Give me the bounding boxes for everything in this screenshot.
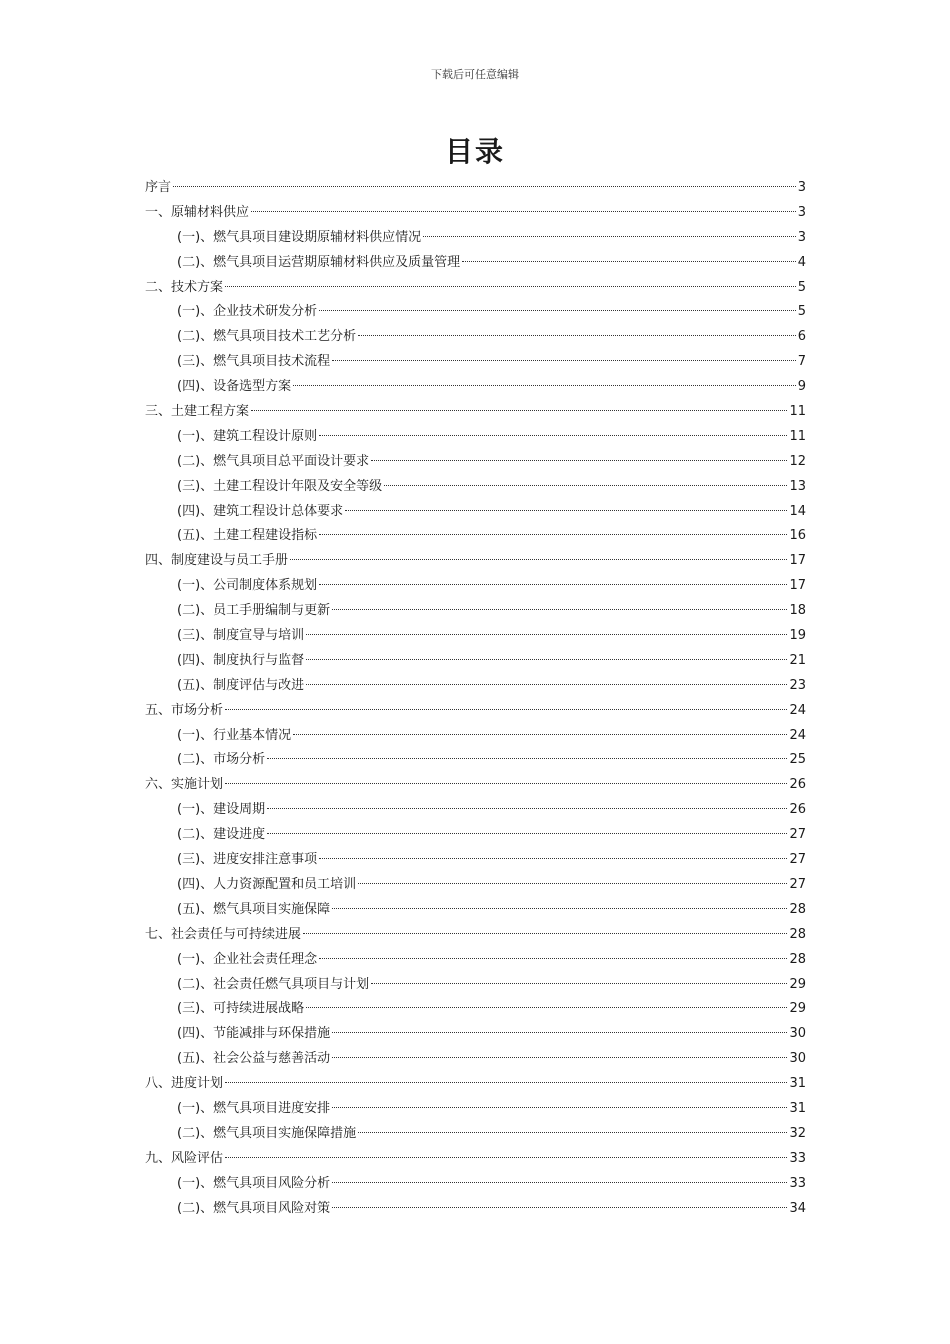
toc-entry-page-number: 29 [789,976,806,992]
toc-dot-leader [423,236,796,237]
toc-entry-label: (四)、建筑工程设计总体要求 [177,503,344,519]
toc-dot-leader [293,385,796,386]
toc-entry[interactable] [145,724,806,749]
toc-entry-page-number: 24 [789,702,806,718]
toc-entry[interactable] [145,549,806,574]
toc-entry-label: (二)、社会责任燃气具项目与计划 [177,976,370,992]
toc-dot-leader [332,1182,787,1183]
toc-entry-label: (二)、燃气具项目总平面设计要求 [177,453,370,469]
toc-entry-page-number: 12 [789,453,806,469]
toc-entry-page-number: 6 [797,329,806,345]
toc-entry[interactable] [145,748,806,773]
toc-dot-leader [384,485,787,486]
toc-entry[interactable] [145,1047,806,1072]
toc-entry-label: 二、技术方案 [145,279,224,295]
toc-dot-leader [267,758,787,759]
toc-entry-page-number: 24 [789,727,806,743]
toc-entry-label: (四)、制度执行与监督 [177,652,305,668]
toc-dot-leader [225,1082,787,1083]
toc-entry[interactable] [145,699,806,724]
toc-dot-leader [332,1032,787,1033]
toc-dot-leader [319,858,787,859]
toc-entry-page-number: 9 [797,379,806,395]
toc-entry-page-number: 31 [789,1076,806,1092]
toc-entry-label: (三)、燃气具项目技术流程 [177,354,331,370]
toc-entry-page-number: 30 [789,1026,806,1042]
toc-dot-leader [358,1132,787,1133]
toc-dot-leader [290,559,787,560]
toc-entry-label: (三)、制度宣导与培训 [177,628,305,644]
toc-dot-leader [225,783,787,784]
toc-entry[interactable] [145,649,806,674]
toc-entry-label: (五)、制度评估与改进 [177,677,305,693]
toc-entry[interactable] [145,898,806,923]
toc-entry-page-number: 13 [789,478,806,494]
toc-entry[interactable] [145,300,806,325]
toc-dot-leader [225,709,787,710]
toc-entry-page-number: 5 [797,304,806,320]
toc-entry[interactable] [145,201,806,226]
toc-dot-leader [251,410,787,411]
toc-entry[interactable] [145,948,806,973]
toc-title: 目录 [444,135,505,168]
toc-entry-page-number: 33 [789,1150,806,1166]
toc-entry-page-number: 17 [789,578,806,594]
toc-entry-label: (一)、建设周期 [177,802,266,818]
toc-dot-leader [332,609,787,610]
toc-entry-page-number: 3 [797,180,806,195]
toc-entry-label: (二)、建设进度 [177,827,266,843]
toc-entry[interactable] [145,325,806,350]
toc-dot-leader [319,310,796,311]
toc-entry-page-number: 32 [789,1125,806,1141]
toc-entry[interactable] [145,1172,806,1197]
toc-entry[interactable] [145,674,806,699]
toc-dot-leader [371,460,787,461]
toc-entry-page-number: 25 [789,752,806,768]
toc-dot-leader [332,1057,787,1058]
toc-dot-leader [293,734,787,735]
toc-entry-page-number: 28 [789,926,806,942]
toc-entry[interactable] [145,823,806,848]
toc-dot-leader [306,659,787,660]
toc-entry-page-number: 33 [789,1175,806,1191]
toc-entry-page-number: 18 [789,603,806,619]
toc-dot-leader [306,1007,787,1008]
toc-dot-leader [332,908,787,909]
toc-entry-page-number: 14 [789,503,806,519]
toc-dot-leader [332,1107,787,1108]
toc-entry-page-number: 34 [789,1200,806,1216]
toc-entry[interactable] [145,425,806,450]
toc-entry[interactable] [145,848,806,873]
toc-entry[interactable] [145,1122,806,1147]
toc-entry[interactable] [145,450,806,475]
toc-entry-page-number: 29 [789,1001,806,1017]
toc-entry[interactable] [145,923,806,948]
toc-entry-label: (五)、燃气具项目实施保障 [177,901,331,917]
toc-entry-label: 一、原辅材料供应 [145,204,250,220]
toc-entry[interactable] [145,599,806,624]
toc-entry[interactable] [145,873,806,898]
toc-entry[interactable] [145,574,806,599]
toc-dot-leader [358,883,787,884]
toc-entry-label: (一)、公司制度体系规划 [177,578,318,594]
toc-dot-leader [306,684,787,685]
toc-entry-label: (二)、员工手册编制与更新 [177,603,331,619]
toc-entry-label: (二)、燃气具项目风险对策 [177,1200,331,1216]
toc-entry[interactable] [145,1147,806,1172]
toc-dot-leader [251,211,796,212]
toc-entry-label: (四)、节能减排与环保措施 [177,1026,331,1042]
toc-list [145,176,806,1221]
toc-entry[interactable] [145,276,806,301]
toc-entry-page-number: 3 [797,229,806,245]
toc-entry-page-number: 3 [797,204,806,220]
toc-entry-page-number: 27 [789,852,806,868]
toc-entry-label: (四)、设备选型方案 [177,379,292,395]
toc-dot-leader [319,958,787,959]
toc-dot-leader [371,983,787,984]
toc-entry[interactable] [145,226,806,251]
toc-entry-label: 三、土建工程方案 [145,404,250,420]
toc-entry-label: (一)、企业社会责任理念 [177,951,318,967]
toc-entry-page-number: 21 [789,652,806,668]
toc-entry-label: (三)、可持续进展战略 [177,1001,305,1017]
toc-entry-page-number: 27 [789,827,806,843]
toc-entry[interactable] [145,475,806,500]
toc-entry-label: (五)、社会公益与慈善活动 [177,1051,331,1067]
toc-entry-page-number: 11 [789,428,806,444]
toc-entry-page-number: 28 [789,951,806,967]
toc-entry[interactable] [145,1022,806,1047]
toc-entry[interactable] [145,500,806,525]
toc-entry[interactable] [145,375,806,400]
toc-entry-label: 九、风险评估 [145,1150,224,1166]
toc-entry-label: (二)、燃气具项目技术工艺分析 [177,329,357,345]
toc-entry-label: (四)、人力资源配置和员工培训 [177,876,357,892]
toc-entry-page-number: 16 [789,528,806,544]
toc-entry-page-number: 4 [797,254,806,270]
toc-entry[interactable] [145,624,806,649]
toc-entry[interactable] [145,400,806,425]
toc-dot-leader [332,360,796,361]
toc-entry[interactable] [145,773,806,798]
toc-entry-label: (一)、燃气具项目风险分析 [177,1175,331,1191]
toc-entry[interactable] [145,1097,806,1122]
toc-entry-label: 序言 [145,180,172,195]
toc-entry[interactable] [145,176,806,201]
toc-entry-label: (二)、燃气具项目运营期原辅材料供应及质量管理 [177,254,461,270]
toc-dot-leader [319,584,787,585]
toc-entry-page-number: 19 [789,628,806,644]
toc-entry[interactable] [145,350,806,375]
toc-entry[interactable] [145,251,806,276]
toc-entry[interactable] [145,997,806,1022]
toc-dot-leader [319,534,787,535]
toc-entry[interactable] [145,973,806,998]
toc-entry-label: (一)、企业技术研发分析 [177,304,318,320]
toc-entry-page-number: 5 [797,279,806,295]
toc-dot-leader [267,833,787,834]
toc-entry[interactable] [145,1072,806,1097]
toc-entry-page-number: 17 [789,553,806,569]
toc-dot-leader [358,335,796,336]
toc-dot-leader [332,1207,787,1208]
toc-entry-label: (二)、市场分析 [177,752,266,768]
toc-dot-leader [225,286,796,287]
toc-entry-label: 七、社会责任与可持续进展 [145,926,302,942]
toc-entry-page-number: 7 [797,354,806,370]
toc-entry-page-number: 27 [789,876,806,892]
toc-dot-leader [345,510,787,511]
page-header: 下载后可任意编辑 [431,68,519,81]
toc-entry-page-number: 26 [789,802,806,818]
toc-entry[interactable] [145,1197,806,1222]
toc-entry-page-number: 11 [789,404,806,420]
toc-entry-label: (三)、进度安排注意事项 [177,852,318,868]
toc-entry-page-number: 26 [789,777,806,793]
toc-entry-label: 八、进度计划 [145,1076,224,1092]
toc-entry-label: (三)、土建工程设计年限及安全等级 [177,478,383,494]
toc-dot-leader [319,435,787,436]
toc-entry-page-number: 31 [789,1100,806,1116]
toc-entry[interactable] [145,524,806,549]
toc-entry-label: (一)、行业基本情况 [177,727,292,743]
toc-entry-page-number: 30 [789,1051,806,1067]
toc-dot-leader [267,808,787,809]
toc-entry-page-number: 23 [789,677,806,693]
toc-entry-label: 六、实施计划 [145,777,224,793]
toc-entry-label: (一)、建筑工程设计原则 [177,428,318,444]
toc-entry-label: (五)、土建工程建设指标 [177,528,318,544]
toc-entry-label: 四、制度建设与员工手册 [145,553,289,569]
toc-dot-leader [173,186,796,187]
toc-entry-label: (二)、燃气具项目实施保障措施 [177,1125,357,1141]
toc-dot-leader [462,261,796,262]
toc-entry[interactable] [145,798,806,823]
toc-entry-label: (一)、燃气具项目进度安排 [177,1100,331,1116]
toc-entry-page-number: 28 [789,901,806,917]
toc-dot-leader [306,634,787,635]
toc-entry-label: (一)、燃气具项目建设期原辅材料供应情况 [177,229,422,245]
toc-dot-leader [303,933,787,934]
toc-entry-label: 五、市场分析 [145,702,224,718]
toc-dot-leader [225,1157,787,1158]
